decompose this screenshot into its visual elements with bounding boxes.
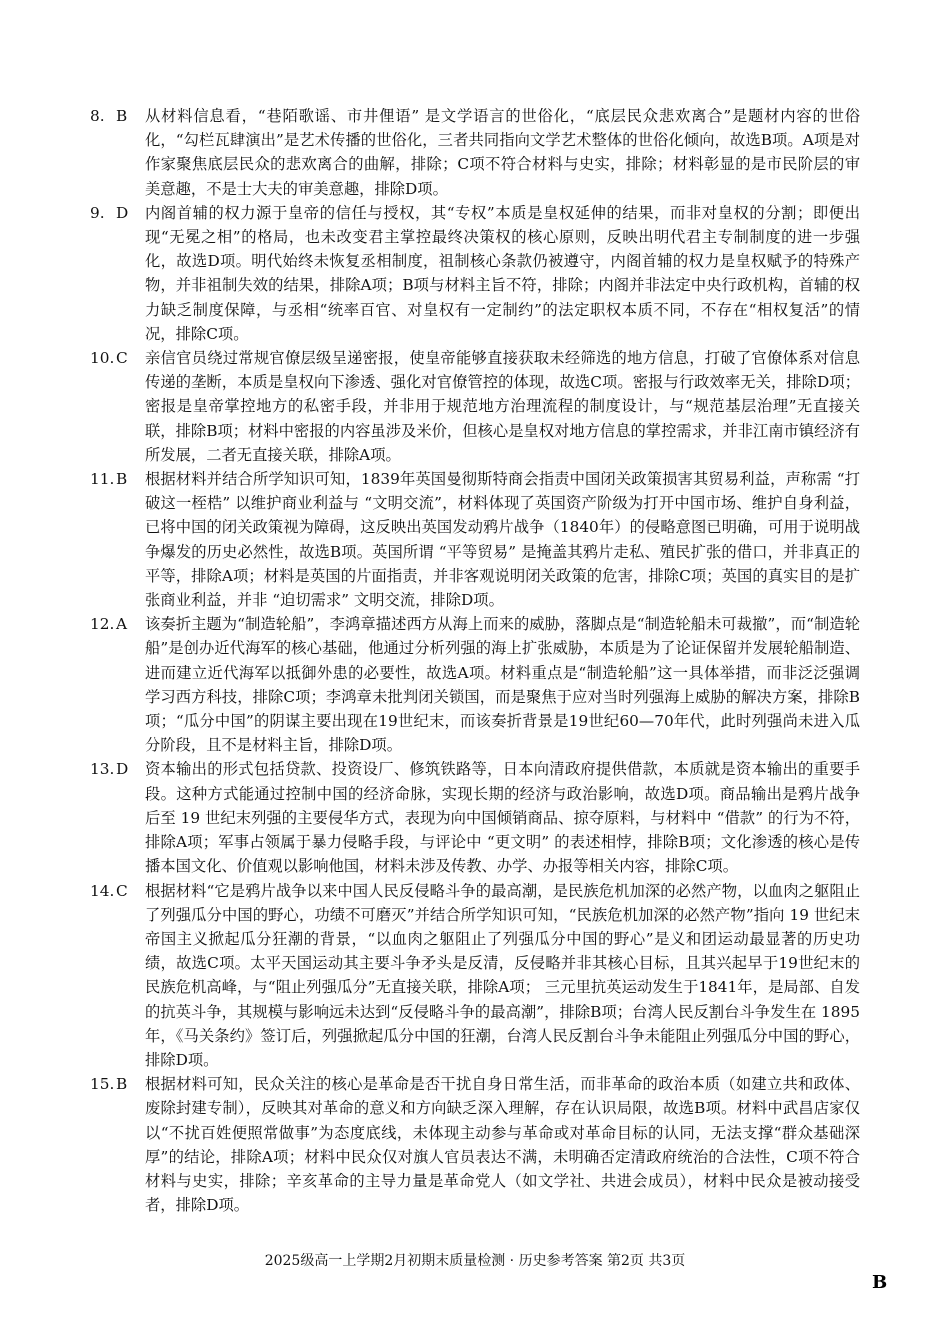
item-answer: D — [116, 203, 129, 222]
item-explanation: 根据材料并结合所学知识可知，1839年英国曼彻斯特商会指责中国闭关政策损害其贸易利益，声称需 “打破这一桎梏” 以维护商业利益与 “文明交流”，材料体现了英国资产阶级为打开中国市场、维护自身利益，已将中国的闭关政策视为障碍，这反映出英国发动鸦片战争（1840年）的侵略意图已明确，可用于说明战争爆发的历史必然性，故选B项。英国所谓 “平等贸易” 是掩盖其鸦片走私、殖民扩张的借口，并非真正的平等，排除A项；材料是英国的片面指责，并非客观说明闭关政策的危害，排除C项；英国的真实目的是扩张商业利益，并非 “迫切需求” 文明交流，排除D项。 — [145, 470, 860, 610]
item-answer: D — [116, 760, 129, 779]
answer-item-15 — [90, 1072, 860, 1217]
item-number: 15. — [90, 1075, 115, 1094]
item-explanation: 资本输出的形式包括贷款、投资设厂、修筑铁路等，日本向清政府提供借款，本质就是资本输出的重要手段。这种方式能通过控制中国的经济命脉，实现长期的经济与政治影响，故选D项。商品输出是鸦片战争后至 19 世纪末列强的主要侵华方式，表现为向中国倾销商品、掠夺原料，与材料中 “借款” 的行为不符，排除A项；军事占领属于暴力侵略手段，与评论中 “更文明” 的表述相悖，排除B项；文化渗透的核心是传播本国文化、价值观以影响他国，材料未涉及传教、办学、办报等相关内容，排除C项。 — [145, 760, 860, 876]
answer-item-13 — [90, 757, 860, 878]
item-answer: B — [116, 107, 128, 125]
item-explanation: 内阁首辅的权力源于皇帝的信任与授权，其“专权”本质是皇权延伸的结果，而非对皇权的分割；即便出现“无冕之相”的格局，也未改变君主掌控最终决策权的核心原则，反映出明代君主专制制度的进一步强化，故选D项。明代始终未恢复丞相制度，祖制核心条款仍被遵守，内阁首辅的权力是皇权赋予的特殊产物，并非祖制失效的结果，排除A项；B项与材料主旨不符，排除；内阁并非法定中央行政机构，首辅的权力缺乏制度保障，与丞相“统率百官、对皇权有一定制约”的法定职权本质不同，不存在“相权复活”的情况，排除C项。 — [145, 203, 860, 343]
page-footer: 2025级高一上学期2月初期末质量检测 · 历史参考答案 第2页 共3页 — [264, 1253, 686, 1269]
item-number: 8. — [90, 107, 105, 125]
item-answer: B — [116, 1075, 128, 1094]
item-answer: A — [116, 615, 128, 634]
answer-item-9 — [90, 201, 860, 346]
item-answer: B — [116, 470, 128, 489]
answer-item-10 — [90, 346, 860, 467]
item-number: 9. — [90, 203, 105, 222]
item-explanation: 从材料信息看，“巷陌歌谣、市井俚语” 是文学语言的世俗化，“底层民众悲欢离合”是题材内容的世俗化，“勾栏瓦肆演出”是艺术传播的世俗化，三者共同指向文学艺术整体的世俗化倾向，故选B项。A项是对作家聚焦底层民众的悲欢离合的曲解，排除；C项不符合材料与史实，排除；材料彰显的是市民阶层的审美意趣，不是士大夫的审美意趣，排除D项。 — [145, 107, 860, 198]
item-number: 12. — [90, 615, 115, 634]
answer-item-14 — [90, 879, 860, 1073]
answer-item-12 — [90, 612, 860, 757]
item-number: 14. — [90, 881, 115, 900]
answer-item-11 — [90, 467, 860, 612]
item-explanation: 根据材料可知，民众关注的核心是革命是否干扰自身日常生活，而非革命的政治本质（如建立共和政体、废除封建专制），反映其对革命的意义和方向缺乏深入理解，存在认识局限，故选B项。材料中武昌店家仅以“不扰百姓便照常做事”为态度底线，未体现主动参与革命或对革命目标的认同，无法支撑“群众基础深厚”的结论，排除A项；材料中民众仅对旗人官员表达不满，未明确否定清政府统治的合法性，C项不符合材料与史实，排除；辛亥革命的主导力量是革命党人（如文学社、共进会成员），材料中民众是被动接受者，排除D项。 — [145, 1075, 860, 1215]
answer-item-8 — [90, 104, 860, 201]
item-answer: C — [116, 349, 128, 368]
version-mark: B — [872, 1272, 888, 1293]
item-explanation: 该奏折主题为“制造轮船”，李鸿章描述西方从海上而来的威胁，落脚点是“制造轮船未可裁撤”，而“制造轮船”是创办近代海军的核心基础，他通过分析列强的海上扩张威胁，本质是为了论证保留并发展轮船制造、进而建立近代海军以抵御外患的必要性，故选A项。材料重点是“制造轮船”这一具体举措，而非泛泛强调学习西方科技，排除C项；李鸿章未批判闭关锁国，而是聚焦于应对当时列强海上威胁的解决方案，排除B项；“瓜分中国”的阴谋主要出现在19世纪末，而该奏折背景是19世纪60—70年代，此时列强尚未进入瓜分阶段，且不是材料主旨，排除D项。 — [145, 615, 860, 755]
item-explanation: 根据材料“它是鸦片战争以来中国人民反侵略斗争的最高潮，是民族危机加深的必然产物，以血肉之躯阻止了列强瓜分中国的野心，功绩不可磨灭”并结合所学知识可知，“民族危机加深的必然产物”指向 19 世纪末帝国主义掀起瓜分狂潮的背景，“以血肉之躯阻止了列强瓜分中国的野心”是义和团运动最显著的历史功绩，故选C项。太平天国运动其主要斗争矛头是反清，反侵略并非其核心目标，且其兴起早于19世纪末的民族危机高峰，与“阻止列强瓜分”无直接关联，排除A项； 三元里抗英运动发生于1841年，是局部、自发的抗英斗争，其规模与影响远未达到“反侵略斗争的最高潮”，排除B项；台湾人民反割台斗争发生在 1895 年，《马关条约》签订后，列强掀起瓜分中国的狂潮，台湾人民反割台斗争未能阻止列强瓜分中国的野心，排除D项。 — [145, 881, 860, 1069]
item-explanation: 亲信官员绕过常规官僚层级呈递密报，使皇帝能够直接获取未经筛选的地方信息，打破了官僚体系对信息传递的垄断，本质是皇权向下渗透、强化对官僚管控的体现，故选C项。密报与行政效率无关，排除D项；密报是皇帝掌控地方的私密手段，并非用于规范地方治理流程的制度设计，与“规范基层治理”无直接关联，排除B项；材料中密报的内容虽涉及米价，但核心是皇权对地方信息的掌控需求，并非江南市镇经济有所发展，二者无直接关联，排除A项。 — [145, 349, 860, 464]
item-number: 11. — [90, 470, 115, 489]
item-answer: C — [116, 881, 128, 900]
answer-list — [90, 104, 860, 1217]
item-number: 10. — [90, 349, 115, 368]
item-number: 13. — [90, 760, 115, 779]
